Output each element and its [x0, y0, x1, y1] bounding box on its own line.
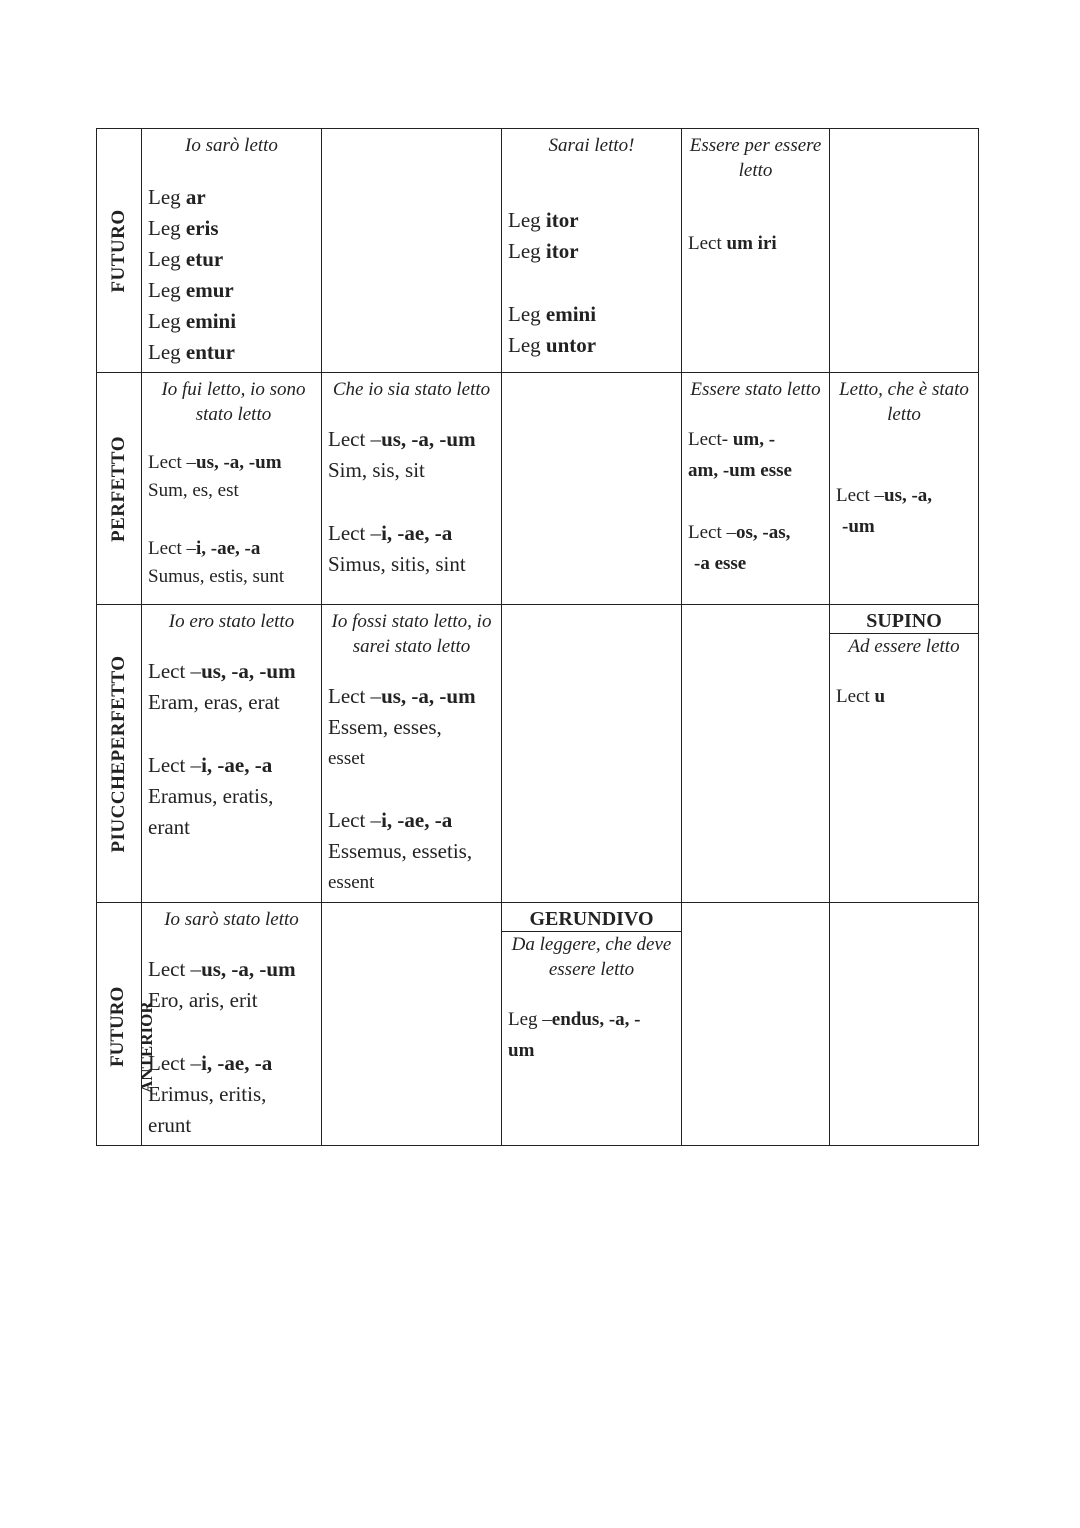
- form-line: Lect –us, -a, -um: [148, 659, 296, 683]
- form-line: Lect –i, -ae, -a: [328, 808, 453, 832]
- form-line: erunt: [148, 1113, 192, 1137]
- cell-title: Ad essere letto: [848, 636, 960, 657]
- form-line: Leg entur: [148, 340, 235, 364]
- futuro-anteriore-congiuntivo: [322, 903, 502, 1146]
- form-line: Lect –i, -ae, -a: [148, 753, 273, 777]
- form-line: Lect –us, -a, -um: [148, 452, 282, 473]
- form-line: Lect –i, -ae, -a: [148, 1051, 273, 1075]
- form-line: -a esse: [694, 553, 747, 574]
- perfetto-participio: [830, 373, 979, 605]
- piuccheperfetto-infinito: [682, 605, 830, 903]
- form-line: Leg emini: [508, 302, 597, 326]
- futuro-infinito: [682, 129, 830, 373]
- gerundivo-cell: [502, 903, 682, 1146]
- form-line: Lect –us, -a,: [836, 485, 933, 506]
- form-line: Essemus, essetis,: [328, 839, 473, 863]
- cell-title: Essere per essere letto: [689, 135, 822, 181]
- form-line: Sim, sis, sit: [328, 458, 425, 482]
- futuro-anteriore-indicativo: [142, 903, 322, 1146]
- row-futuro-anteriore: [97, 903, 979, 1146]
- cell-title: Che io sia stato letto: [332, 379, 491, 400]
- futuro-imperativo: [502, 129, 682, 373]
- form-line: Lect –i, -ae, -a: [328, 521, 453, 545]
- form-line: Eram, eras, erat: [148, 690, 280, 714]
- piuccheperfetto-congiuntivo: [322, 605, 502, 903]
- form-line: um: [508, 1040, 535, 1061]
- form-line: Lect –i, -ae, -a: [148, 538, 261, 559]
- perfetto-indicativo: [142, 373, 322, 605]
- form-line: Leg itor: [508, 239, 579, 263]
- label-piuccheperfetto: PIUCCHEPERFETTO: [97, 605, 142, 903]
- form-line: -um: [842, 516, 875, 537]
- form-line: Simus, sitis, sint: [328, 552, 466, 576]
- cell-title: Io fui letto, io sono stato letto: [161, 379, 306, 425]
- supino-cell: [830, 605, 979, 903]
- form-line: Lect –us, -a, -um: [148, 957, 296, 981]
- form-line: Leg emur: [148, 278, 234, 302]
- form-line: Lect u: [836, 686, 886, 707]
- form-line: erant: [148, 815, 190, 839]
- form-line: Leg untor: [508, 333, 597, 357]
- form-line: Sum, es, est: [148, 480, 239, 501]
- form-line: Lect –os, -as,: [688, 522, 791, 543]
- form-line: Ero, aris, erit: [148, 988, 258, 1012]
- futuro-participio: [830, 129, 979, 373]
- piuccheperfetto-indicativo: [142, 605, 322, 903]
- form-line: Eramus, eratis,: [148, 784, 274, 808]
- cell-title: Io sarò letto: [185, 135, 278, 156]
- cell-title: Io sarò stato letto: [164, 909, 299, 930]
- futuro-anteriore-infinito: [682, 903, 830, 1146]
- cell-title: Essere stato letto: [690, 379, 821, 400]
- label-futuro-anteriore: FUTURO ANTERIOR: [97, 903, 142, 1146]
- futuro-congiuntivo: [322, 129, 502, 373]
- form-line: Leg eris: [148, 216, 219, 240]
- cell-title: Letto, che è stato letto: [839, 379, 969, 425]
- cell-title: Io ero stato letto: [168, 611, 295, 632]
- form-line: am, -um esse: [688, 460, 792, 481]
- form-line: Lect –us, -a, -um: [328, 427, 476, 451]
- row-perfetto: [97, 373, 979, 605]
- cell-title: Da leggere, che deve essere letto: [511, 934, 672, 980]
- supino-header: SUPINO: [830, 609, 978, 634]
- piuccheperfetto-imperativo: [502, 605, 682, 903]
- row-piuccheperfetto: [97, 605, 979, 903]
- form-line: Sumus, estis, sunt: [148, 566, 285, 587]
- form-line: Erimus, eritis,: [148, 1082, 267, 1106]
- form-line: Leg ar: [148, 185, 206, 209]
- cell-title: Sarai letto!: [548, 135, 635, 156]
- form-line: Leg –endus, -a, -: [508, 1009, 641, 1030]
- futuro-anteriore-participio: [830, 903, 979, 1146]
- form-line: essent: [328, 872, 375, 893]
- form-line: Essem, esses,: [328, 715, 442, 739]
- cell-title: Io fossi stato letto, io sarei stato letto: [331, 611, 492, 657]
- row-futuro: [97, 129, 979, 373]
- form-line: Lect –us, -a, -um: [328, 684, 476, 708]
- form-line: esset: [328, 748, 365, 769]
- perfetto-infinito: [682, 373, 830, 605]
- conjugation-table: [96, 128, 979, 1146]
- form-line: Lect um iri: [688, 233, 777, 254]
- label-perfetto: PERFETTO: [97, 373, 142, 605]
- perfetto-congiuntivo: [322, 373, 502, 605]
- form-line: Leg itor: [508, 208, 579, 232]
- form-line: Leg etur: [148, 247, 224, 271]
- form-line: Lect- um, -: [688, 429, 776, 450]
- form-line: Leg emini: [148, 309, 237, 333]
- label-futuro: FUTURO: [97, 129, 142, 373]
- perfetto-imperativo: [502, 373, 682, 605]
- gerundivo-header: GERUNDIVO: [502, 907, 681, 932]
- futuro-indicativo: [142, 129, 322, 373]
